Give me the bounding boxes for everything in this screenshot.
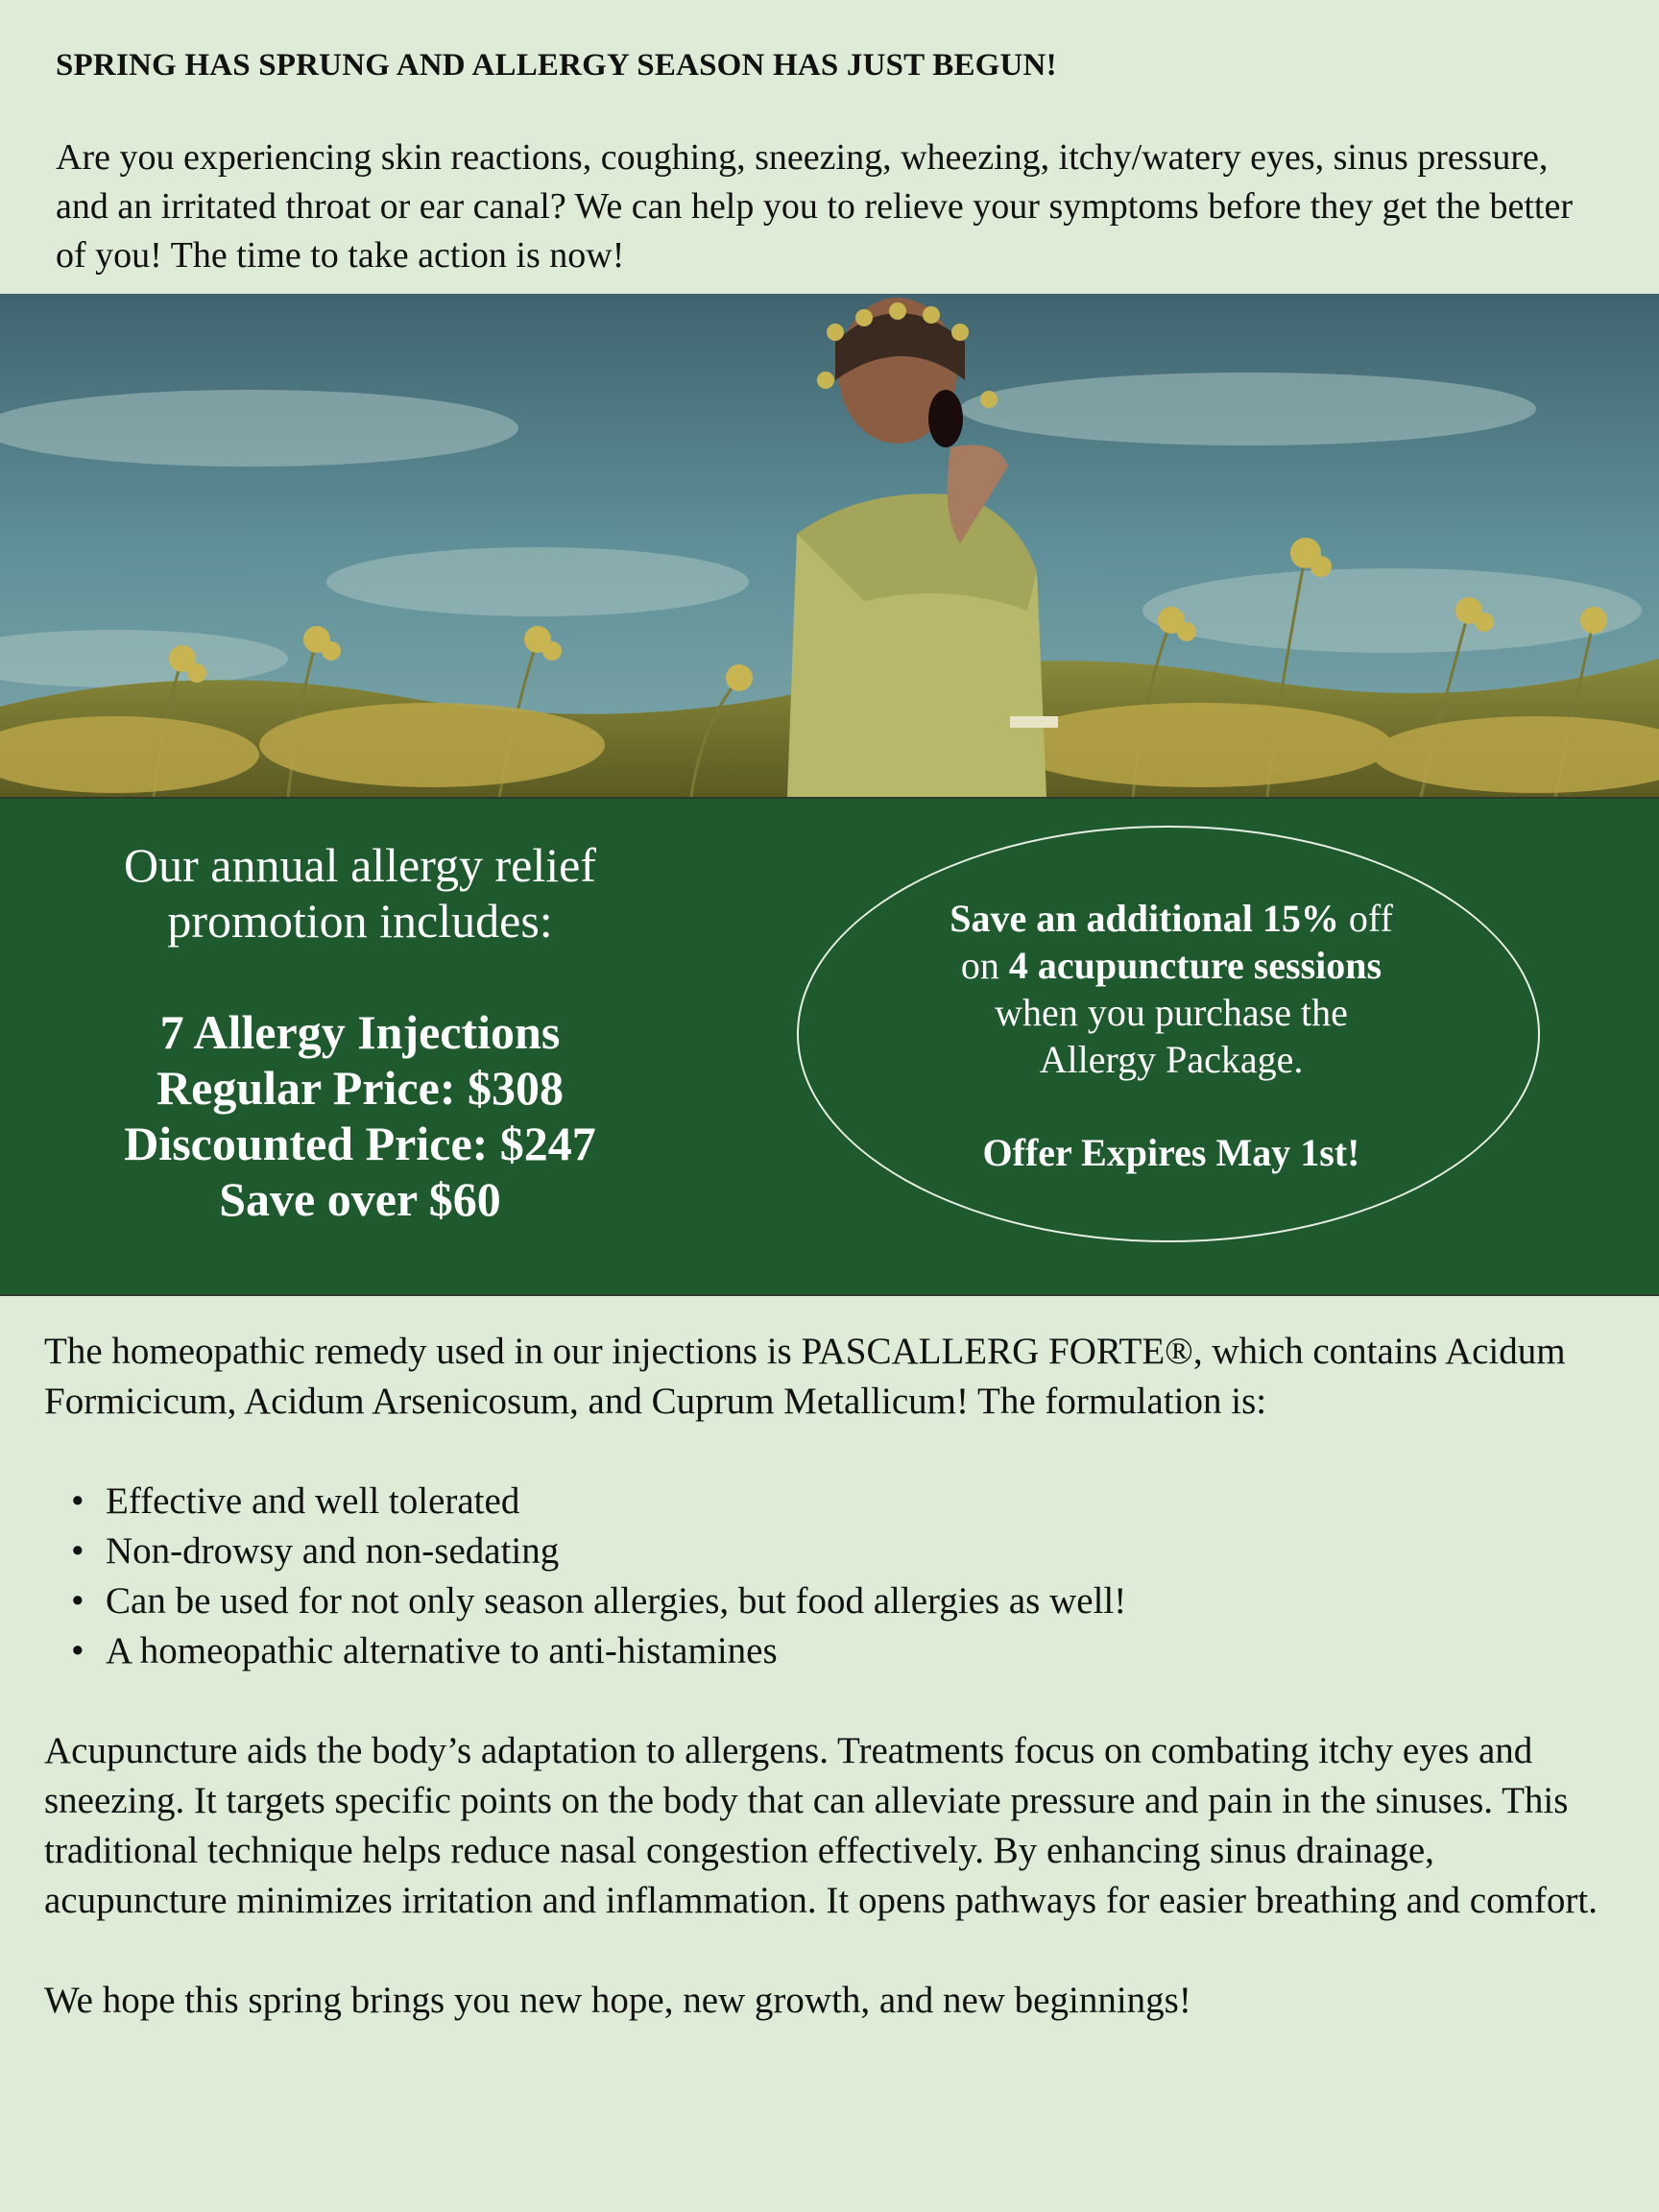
list-item: • Non-drowsy and non-sedating [106,1527,1615,1576]
promotion-item: 7 Allergy Injections [159,1005,561,1059]
offer-on-text: on [960,944,1009,987]
intro-paragraph: Are you experiencing skin reactions, coughing, sneezing, wheezing, itchy/watery eyes, sinus pressure, and an irritated throat or ear canal? We can help you to relieve your symptoms before they get the better of you! The time to take action is now! [56,137,1574,276]
benefits-list [44,1477,1615,1676]
offer-line4: Allergy Package. [1039,1038,1304,1081]
child-sneezing-in-flower-field-image [0,294,1659,797]
promotion-items [38,1004,682,1227]
closing-paragraph: We hope this spring brings you new hope, new growth, and new beginnings! [44,1980,1191,2021]
promotion-item: Discounted Price: $247 [124,1117,596,1170]
offer-line3: when you purchase the [995,991,1348,1034]
offer-sessions-bold: 4 acupuncture sessions [1008,944,1382,987]
hero-image [0,294,1659,797]
list-item: • Effective and well tolerated [106,1477,1615,1527]
details-section [0,1296,1659,2026]
offer-expiry: Offer Expires May 1st! [982,1131,1360,1174]
offer-line1 [835,895,1507,942]
intro-section [0,0,1659,294]
offer-save-rest: off [1338,897,1393,940]
promotion-intro [38,837,682,949]
list-item: • A homeopathic alternative to anti-histamines [106,1626,1615,1676]
offer-text [835,895,1507,1176]
acupuncture-paragraph: Acupuncture aids the body’s adaptation to allergens. Treatments focus on combating itchy eyes and sneezing. It targets specific points on the body that can alleviate pressure and pain in the sinuses. This traditional technique helps reduce nasal congestion effectively. By enhancing sinus drainage, acupuncture minimizes irritation and inflammation. It opens pathways for easier breathing and comfort. [44,1730,1598,1921]
promotion-details [38,837,682,1227]
promotion-banner [0,797,1659,1296]
promotion-intro-line1: Our annual allergy relief [124,838,596,892]
remedy-paragraph: The homeopathic remedy used in our injections is PASCALLERG FORTE®, which contains Acidum Formicicum, Acidum Arsenicosum, and Cuprum Metallicum! The formulation is: [44,1331,1566,1422]
promotion-intro-line2: promotion includes: [167,894,553,948]
promotion-item: Regular Price: $308 [156,1061,564,1115]
list-item: • Can be used for not only season allergies, but food allergies as well! [106,1576,1615,1626]
offer-line2 [835,942,1507,989]
offer-save-bold: Save an additional 15% [950,897,1339,940]
promotion-item: Save over $60 [219,1172,501,1226]
headline: SPRING HAS SPRUNG AND ALLERGY SEASON HAS JUST BEGUN! [56,48,1057,83]
